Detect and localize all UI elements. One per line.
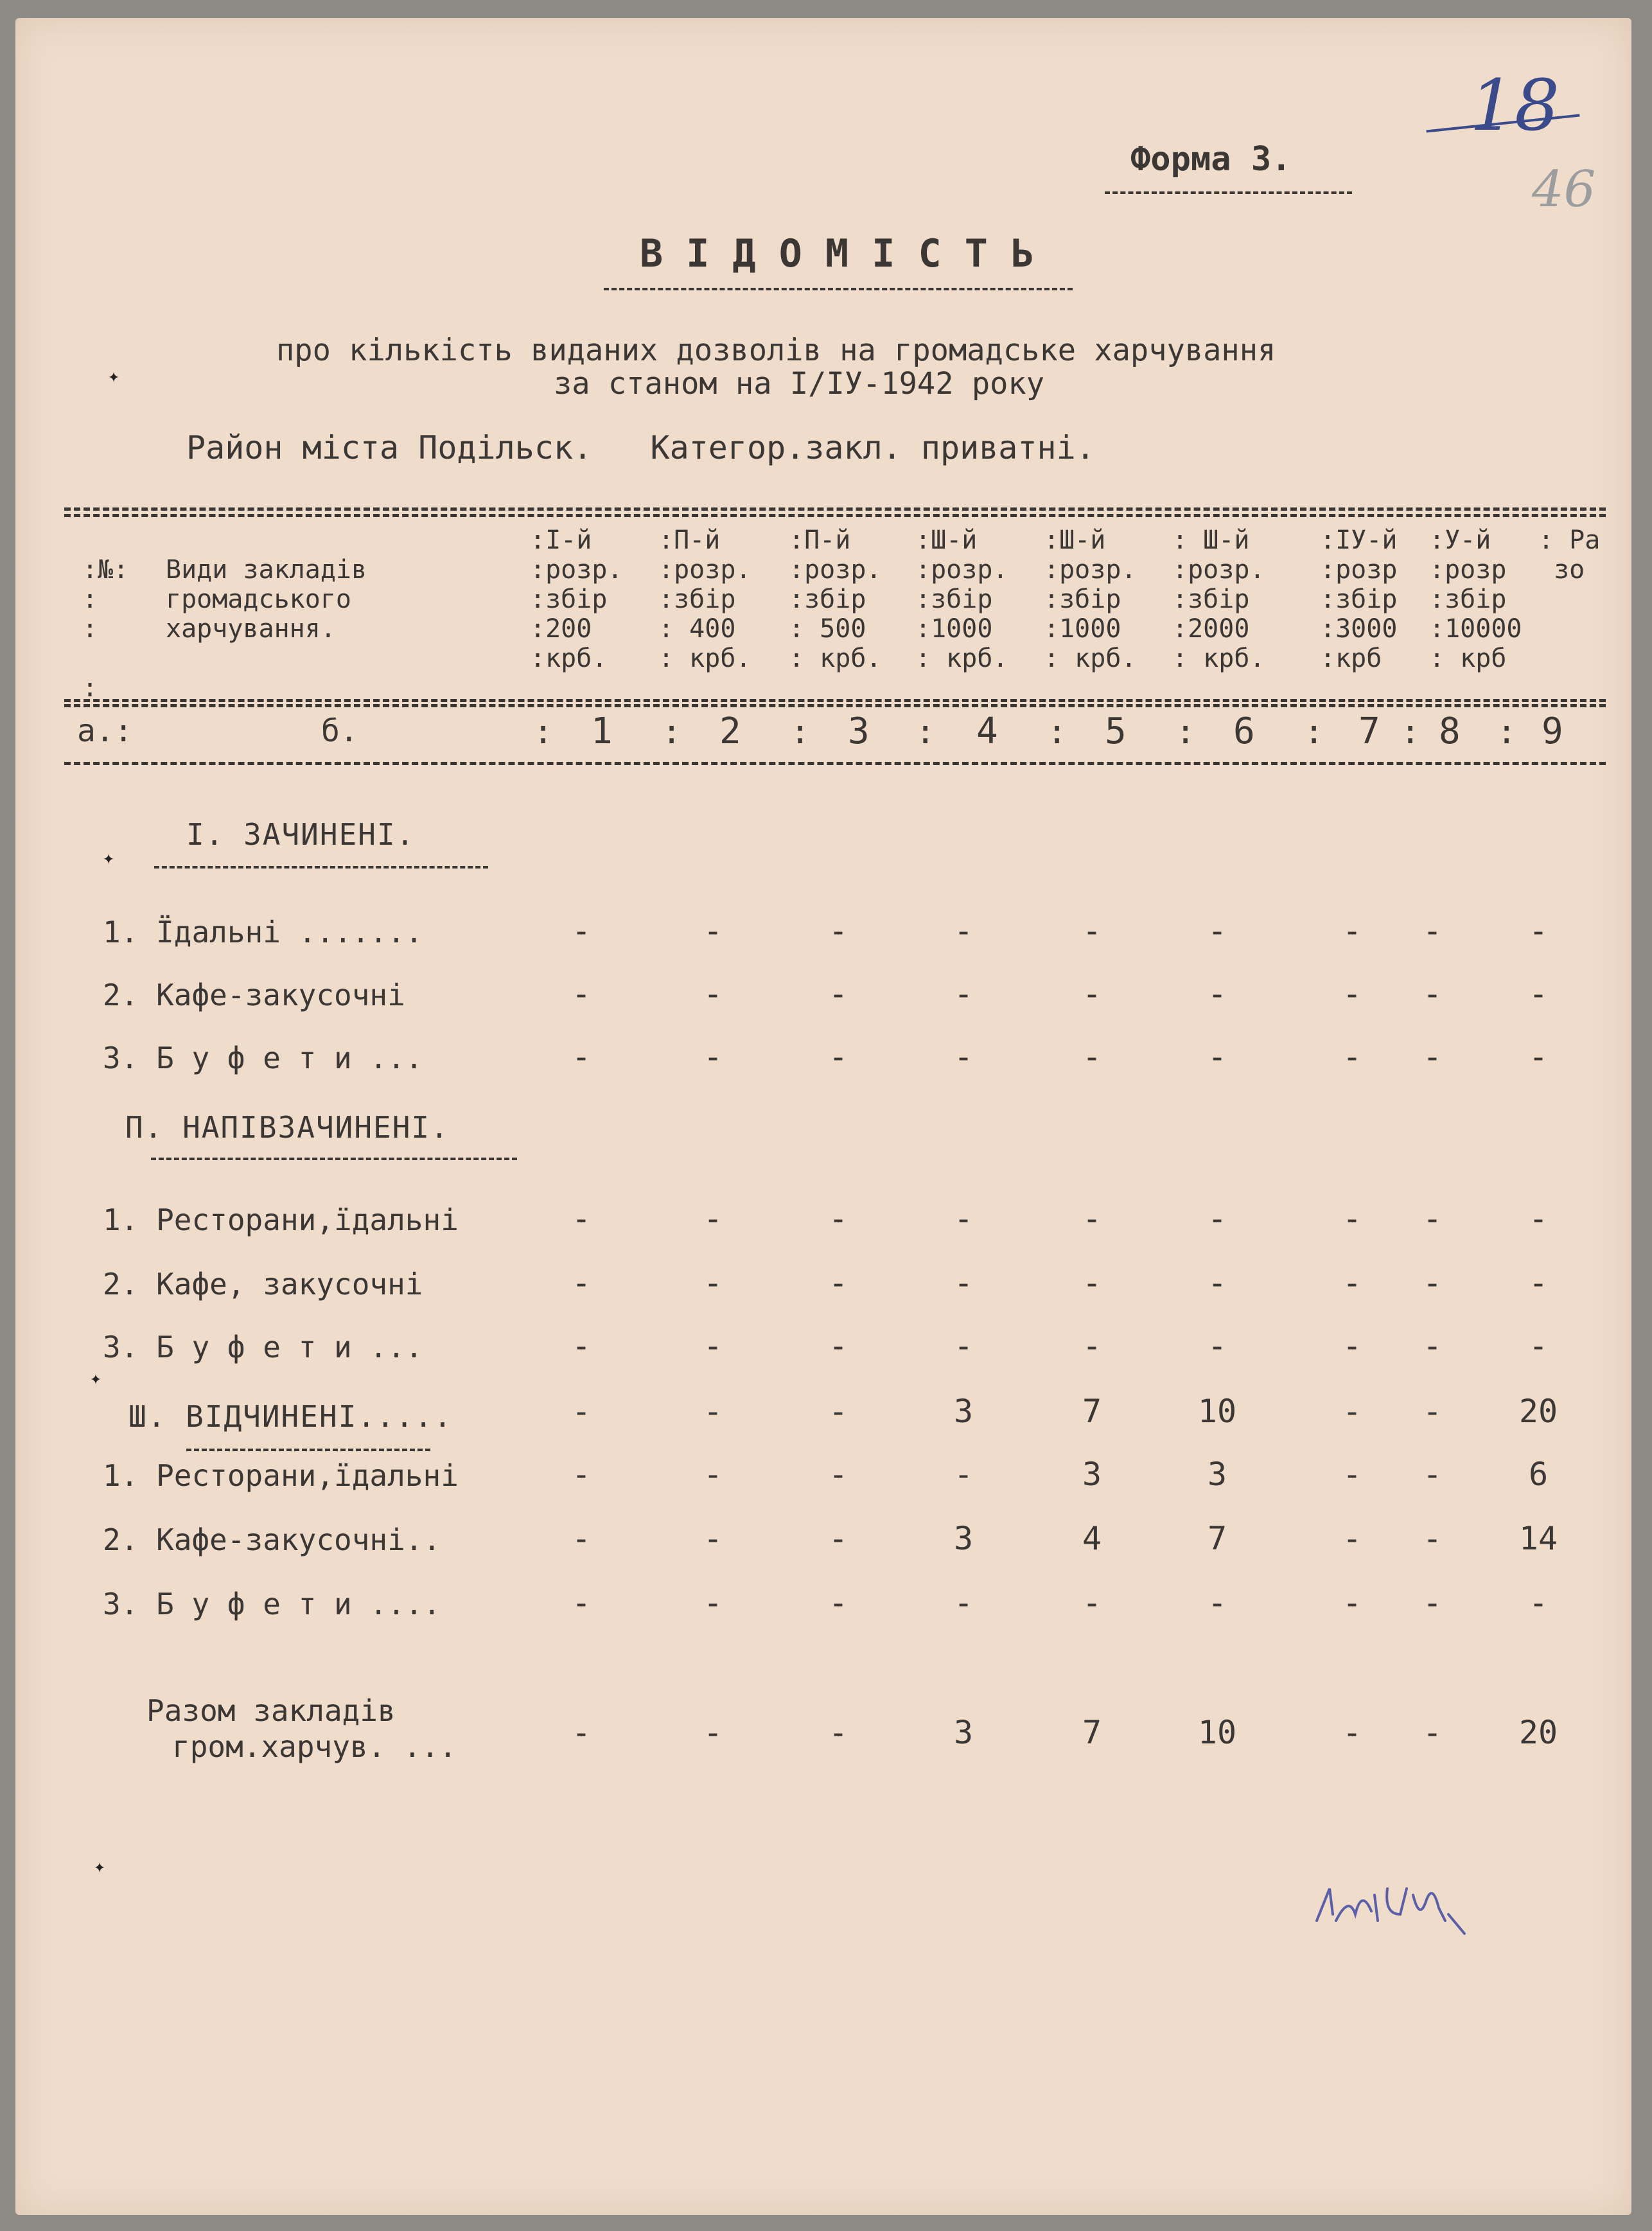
table-cell: - (1207, 1264, 1227, 1301)
table-cell: - (703, 1520, 723, 1557)
total-cell: 10 (1197, 1714, 1237, 1751)
row-label: 2. Кафе-закусочні.. (103, 1522, 441, 1557)
table-cell: - (1207, 912, 1227, 949)
punch-mark: ✦ (94, 1855, 106, 1878)
table-cell: - (1528, 1327, 1549, 1364)
table-cell: - (1342, 1456, 1362, 1493)
table-cell: - (1207, 1584, 1227, 1621)
table-cell: - (1082, 975, 1102, 1012)
table-cell: - (1207, 1327, 1227, 1364)
header-number (82, 525, 128, 703)
index-col-2: 2 (719, 710, 741, 752)
index-a: а.: (77, 713, 133, 749)
row-label: 3. Б у ф е т и ... (103, 1330, 423, 1364)
table-cell: - (828, 1584, 848, 1621)
table-cell: 6 (1528, 1456, 1549, 1493)
total-cell: - (1342, 1714, 1362, 1751)
table-cell: - (1082, 1584, 1102, 1621)
header-type-line: громадського (166, 585, 351, 614)
header-bottom-rule-2 (64, 704, 1606, 707)
table-cell: - (571, 975, 592, 1012)
index-sep: : (1175, 713, 1196, 752)
column-header-5: :Ш-й :розр. :збір :1000 : крб. (1044, 525, 1137, 673)
index-sep: : (533, 713, 554, 752)
index-sep: : (1047, 713, 1068, 752)
table-cell: - (953, 1456, 974, 1493)
table-cell: - (828, 975, 848, 1012)
table-cell: - (1342, 1200, 1362, 1237)
table-cell: 14 (1518, 1520, 1558, 1557)
total-label-line-2: гром.харчув. ... (172, 1729, 457, 1764)
table-cell: - (1082, 1038, 1102, 1075)
column-header-8: :У-й :розр :збір :10000 : крб (1429, 525, 1522, 673)
table-cell: - (703, 1456, 723, 1493)
header-number-line: :№: (82, 555, 129, 585)
index-col-7: 7 (1358, 710, 1380, 752)
index-sep: : (1497, 713, 1517, 752)
header-bottom-rule (64, 699, 1606, 702)
header-type (166, 525, 367, 644)
index-col-9: 9 (1542, 710, 1563, 752)
column-header-4: :Ш-й :розр. :збір :1000 : крб. (915, 525, 1008, 673)
row-label: 1. Ресторани,їдальні (103, 1458, 459, 1493)
total-cell: - (1422, 1714, 1443, 1751)
table-cell: - (1342, 1327, 1362, 1364)
subtitle-line-1: про кількість виданих дозволів на громадське харчування (276, 333, 1276, 368)
table-cell: - (1422, 1520, 1443, 1557)
table-cell: - (1422, 1200, 1443, 1237)
table-cell: - (1528, 1200, 1549, 1237)
punch-mark: ✦ (90, 1367, 102, 1389)
table-cell: 3 (1082, 1456, 1102, 1493)
table-cell: 10 (1197, 1393, 1237, 1430)
column-header-9: : Ра зо (1538, 525, 1601, 585)
table-cell: - (703, 1327, 723, 1364)
form-label-underline (1105, 191, 1352, 194)
table-cell: - (1342, 912, 1362, 949)
table-cell: - (571, 1327, 592, 1364)
table-cell: - (1422, 1456, 1443, 1493)
table-cell: - (1528, 1038, 1549, 1075)
table-cell: - (703, 1038, 723, 1075)
subtitle-line-2: за станом на І/ІУ-1942 року (554, 366, 1045, 401)
table-cell: - (828, 912, 848, 949)
table-cell: - (703, 1200, 723, 1237)
total-cell: 3 (953, 1714, 974, 1751)
index-bottom-rule (64, 762, 1606, 765)
header-type-line: Види закладів (166, 555, 367, 585)
table-cell: - (1082, 1264, 1102, 1301)
table-cell: - (1422, 1393, 1443, 1430)
table-cell: - (703, 912, 723, 949)
table-cell: - (828, 1520, 848, 1557)
district-line: Район міста Подільск. Категор.закл. приватні. (186, 429, 1095, 466)
index-col-4: 4 (976, 710, 998, 752)
table-cell: - (1422, 975, 1443, 1012)
table-top-rule (64, 507, 1606, 511)
table-cell: 4 (1082, 1520, 1102, 1557)
row-label: 1. Їдальні ....... (103, 915, 423, 949)
table-cell: - (571, 1456, 592, 1493)
table-cell: - (1422, 1584, 1443, 1621)
handwritten-signature (1310, 1850, 1503, 1953)
header-number-line: : (82, 673, 98, 703)
section-closed-underline (154, 866, 488, 869)
column-header-2: :П-й :розр. :збір : 400 : крб. (658, 525, 751, 673)
table-cell: 3 (953, 1520, 974, 1557)
table-cell: - (1342, 1584, 1362, 1621)
table-cell: - (571, 1393, 592, 1430)
table-cell: - (828, 1456, 848, 1493)
table-cell: - (1528, 975, 1549, 1012)
index-sep: : (915, 713, 936, 752)
form-label: Форма 3. (1130, 140, 1292, 179)
column-header-7: :ІУ-й :розр :збір :3000 :крб (1320, 525, 1398, 673)
table-cell: 7 (1207, 1520, 1227, 1557)
table-cell: - (1342, 1038, 1362, 1075)
old-sheet-number: 46 (1532, 161, 1596, 218)
total-cell: - (828, 1714, 848, 1751)
index-col-8: 8 (1439, 710, 1461, 752)
table-cell: - (571, 1038, 592, 1075)
table-cell: - (571, 1200, 592, 1237)
table-cell: - (1342, 1393, 1362, 1430)
section-half-closed: П. НАПІВЗАЧИНЕНІ. (125, 1110, 450, 1145)
punch-mark: ✦ (108, 365, 120, 387)
table-cell: - (703, 1393, 723, 1430)
index-col-3: 3 (848, 710, 870, 752)
row-label: 2. Кафе-закусочні (103, 978, 405, 1012)
table-cell: - (1342, 1520, 1362, 1557)
table-cell: 7 (1082, 1393, 1102, 1430)
total-label-line-1: Разом закладів (146, 1693, 396, 1728)
table-cell: - (571, 1264, 592, 1301)
table-cell: - (953, 1038, 974, 1075)
index-sep: : (1304, 713, 1324, 752)
table-cell: - (953, 1584, 974, 1621)
total-cell: - (703, 1714, 723, 1751)
row-label: 3. Б у ф е т и .... (103, 1587, 441, 1621)
column-header-3: :П-й :розр. :збір : 500 : крб. (789, 525, 882, 673)
table-cell: - (828, 1200, 848, 1237)
table-cell: - (1082, 1200, 1102, 1237)
header-type-line: харчування. (166, 614, 336, 644)
table-cell: - (828, 1327, 848, 1364)
table-cell: - (571, 1520, 592, 1557)
index-b: б. (321, 713, 358, 749)
table-cell: - (953, 975, 974, 1012)
total-cell: 20 (1518, 1714, 1558, 1751)
column-header-1: :І-й :розр. :збір :200 :крб. (530, 525, 623, 673)
section-open-underline (186, 1449, 430, 1451)
table-cell: - (571, 912, 592, 949)
table-cell: 3 (953, 1393, 974, 1430)
table-cell: - (1528, 1264, 1549, 1301)
table-cell: - (703, 975, 723, 1012)
table-cell: - (1342, 975, 1362, 1012)
column-header-6: : Ш-й :розр. :збір :2000 : крб. (1172, 525, 1265, 673)
index-col-6: 6 (1233, 710, 1255, 752)
table-cell: - (828, 1393, 848, 1430)
table-cell: - (703, 1584, 723, 1621)
sheet-number-handwritten: 18 (1470, 64, 1560, 146)
table-cell: - (1082, 912, 1102, 949)
table-cell: - (828, 1264, 848, 1301)
section-closed: І. ЗАЧИНЕНІ. (186, 817, 416, 852)
table-cell: - (1207, 975, 1227, 1012)
total-cell: 7 (1082, 1714, 1102, 1751)
table-cell: - (571, 1584, 592, 1621)
index-col-5: 5 (1105, 710, 1127, 752)
table-cell: - (1528, 1584, 1549, 1621)
table-cell: - (953, 1327, 974, 1364)
table-cell: - (703, 1264, 723, 1301)
table-cell: - (828, 1038, 848, 1075)
section-half-closed-underline (151, 1158, 517, 1160)
table-top-rule-2 (64, 514, 1606, 517)
index-sep: : (662, 713, 682, 752)
table-cell: - (953, 1200, 974, 1237)
table-cell: 20 (1518, 1393, 1558, 1430)
table-cell: - (1207, 1200, 1227, 1237)
index-sep: : (790, 713, 811, 752)
row-label: 2. Кафе, закусочні (103, 1267, 423, 1301)
index-sep: : (1400, 713, 1421, 752)
table-cell: - (1207, 1038, 1227, 1075)
table-cell: - (1528, 912, 1549, 949)
table-cell: - (1342, 1264, 1362, 1301)
title-underline (604, 288, 1073, 290)
index-col-1: 1 (591, 710, 613, 752)
table-cell: - (1422, 912, 1443, 949)
table-cell: - (953, 1264, 974, 1301)
section-open: Ш. ВІДЧИНЕНІ..... (128, 1399, 453, 1434)
document-title: В І Д О М І С Т Ь (640, 231, 1035, 276)
table-cell: - (1082, 1327, 1102, 1364)
table-cell: - (1422, 1264, 1443, 1301)
table-cell: - (953, 912, 974, 949)
table-cell: 3 (1207, 1456, 1227, 1493)
header-number-line: : (82, 585, 98, 614)
table-cell: - (1422, 1038, 1443, 1075)
punch-mark: ✦ (103, 847, 115, 869)
table-cell: - (1422, 1327, 1443, 1364)
row-label: 1. Ресторани,їдальні (103, 1203, 459, 1237)
row-label: 3. Б у ф е т и ... (103, 1041, 423, 1075)
header-number-line: : (82, 614, 98, 644)
total-cell: - (571, 1714, 592, 1751)
